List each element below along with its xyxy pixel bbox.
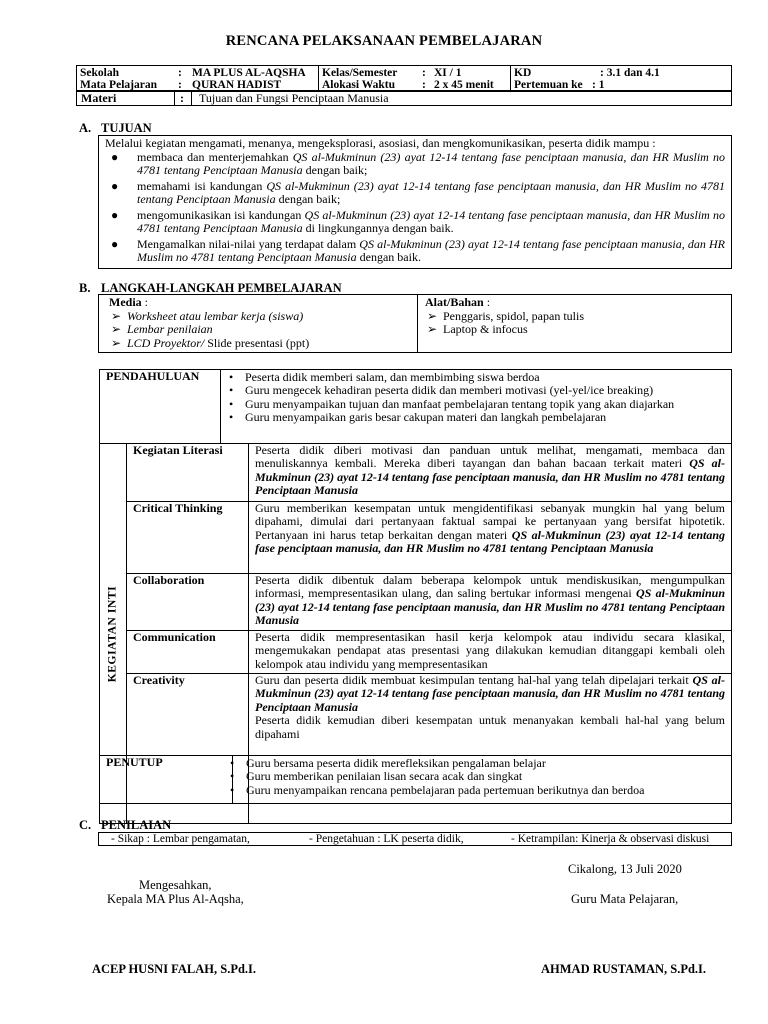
penutup-item-text: Guru menyampaikan rencana pembelajaran pada pertemuan berikutnya dan berdoa <box>246 782 645 797</box>
materi-colon: : <box>180 91 184 105</box>
pertemuan-label: Pertemuan ke <box>514 79 583 91</box>
media-colon: : <box>141 295 149 309</box>
media-item-text: Slide presentasi (ppt) <box>204 335 310 350</box>
tujuan-item <box>105 151 725 177</box>
tujuan-item-text: Mengamalkan nilai-nilai yang terdapat dalam <box>137 237 360 251</box>
tujuan-item-end: dengan baik; <box>275 192 341 206</box>
inti-row-bold-italic: QS al-Mukminun (23) ayat 12-14 tentang fase penciptaan manusia, dan HR Muslim no 4781 tentang Penciptaan Manusia <box>255 456 725 498</box>
pendahuluan-label: PENDAHULUAN <box>100 370 221 443</box>
bullet-icon: ● <box>111 237 119 251</box>
inti-row-text <box>249 574 731 628</box>
materi-label: Materi <box>81 91 117 105</box>
penutup-item <box>222 757 727 770</box>
bullet-icon: • <box>230 782 235 797</box>
bullet-icon: ● <box>111 208 119 222</box>
kelas-label: Kelas/Semester <box>322 67 398 79</box>
inti-row-label: Kegiatan Literasi <box>127 444 249 501</box>
media-column <box>103 295 315 351</box>
mapel-label: Mata Pelajaran <box>80 79 157 91</box>
pendahuluan-item-text: Guru mengecek kehadiran peserta didik dan memberi motivasi (yel-yel/ice breaking) <box>245 383 654 398</box>
penilaian-row <box>98 832 732 846</box>
arrow-bullet-icon: ➢ <box>111 335 122 350</box>
kepala-title: Kepala MA Plus Al-Aqsha, <box>107 892 244 906</box>
identity-cell-class <box>318 65 511 91</box>
arrow-bullet-icon: ➢ <box>111 322 122 336</box>
penilaian-keterampilan: - Ketrampilan: Kinerja & observasi diskusi <box>511 833 710 845</box>
tujuan-item-italic: QS al-Mukminun (23) ayat 12-14 tentang fase penciptaan manusia, dan HR Muslim no 4781 tentang Penciptaan Manusia <box>137 150 726 177</box>
pendahuluan-item <box>221 398 727 411</box>
materi-divider-left <box>174 91 175 106</box>
inti-row-bold-italic: QS al-Mukminun (23) ayat 12-14 tentang fase penciptaan manusia, dan HR Muslim no 4781 tentang Penciptaan Manusia <box>255 527 726 556</box>
mengesahkan-text: Mengesahkan, <box>139 878 212 892</box>
section-c-title: PENILAIAN <box>101 818 172 832</box>
alat-label: Alat/Bahan <box>425 295 484 309</box>
section-b-title: LANGKAH-LANGKAH PEMBELAJARAN <box>101 281 342 295</box>
bullet-icon: • <box>230 756 235 770</box>
sekolah-colon: : <box>178 67 182 79</box>
pendahuluan-list <box>221 370 731 425</box>
penutup-item-text: Guru memberikan penilaian lisan secara acak dan singkat <box>246 769 523 784</box>
alat-column <box>419 295 590 338</box>
pendahuluan-item <box>221 384 727 397</box>
media-item <box>109 323 309 337</box>
bullet-icon: • <box>229 396 234 411</box>
kepala-name: ACEP HUSNI FALAH, S.Pd.I. <box>92 962 257 976</box>
tujuan-item-text: membaca dan menterjemahkan <box>137 150 293 164</box>
alat-item <box>425 323 584 337</box>
penutup-item <box>222 784 727 797</box>
pendahuluan-item-text: Peserta didik memberi salam, dan membimbing siswa berdoa <box>245 370 540 384</box>
media-item-italic: LCD Proyektor/ <box>127 335 205 350</box>
bullet-icon: • <box>229 370 234 384</box>
penutup-row <box>99 755 732 804</box>
alokasi-colon: : <box>422 79 426 91</box>
section-a-letter: A. <box>79 121 92 135</box>
pendahuluan-item <box>221 371 727 384</box>
identity-cell-school <box>76 65 319 91</box>
document-title: RENCANA PELAKSANAAN PEMBELAJARAN <box>225 33 543 49</box>
inti-row-plain: Peserta didik diberi motivasi dan panduan untuk melihat, mengamati, membaca dan menuliskannya kembali. Mereka diberi tayangan dan bahan bacaan terkait materi <box>255 443 725 471</box>
media-item <box>109 337 309 351</box>
inti-row-plain: Peserta didik mempresentasikan hasil kerja kelompok atau individu secara klasikal, mengemukakan pendapat atas presentasi yang dilakukan kemudian ditanggapi kembali oleh kelompok atau individu yang mempresentasikan <box>255 630 725 671</box>
mapel-colon: : <box>178 79 182 91</box>
guru-title: Guru Mata Pelajaran, <box>571 892 679 906</box>
inti-row-label: Collaboration <box>127 574 249 630</box>
kd-value: : 3.1 dan 4.1 <box>600 67 660 79</box>
section-a-title: TUJUAN <box>101 121 152 135</box>
tujuan-item-italic: QS al-Mukminun (23) ayat 12-14 tentang fase penciptaan manusia, dan HR Muslim no 4781 tentang Penciptaan Manusia <box>137 208 725 235</box>
media-table <box>98 294 732 353</box>
section-c-heading <box>79 818 171 833</box>
inti-row-literasi <box>127 443 732 502</box>
materi-value: Tujuan dan Fungsi Penciptaan Manusia <box>199 91 389 105</box>
inti-row-label: Creativity <box>127 674 249 823</box>
bullet-icon: ● <box>111 179 119 193</box>
pendahuluan-item <box>221 411 727 424</box>
guru-name: AHMAD RUSTAMAN, S.Pd.I. <box>541 962 707 976</box>
alokasi-value: 2 x 45 menit <box>434 79 494 91</box>
arrow-bullet-icon: ➢ <box>427 308 438 323</box>
tujuan-item <box>105 238 725 264</box>
tujuan-item-end: di lingkungannya dengan baik. <box>302 221 454 235</box>
pendahuluan-item-text: Guru menyampaikan garis besar cakupan materi dan langkah pembelajaran <box>245 410 607 425</box>
inti-row-plain: Guru memberikan kesempatan untuk mengidentifikasi sebanyak mungkin hal yang belum dipahami, dimulai dari pertanyaan faktual sampai ke pertanyaan yang bersifat hipotetik. Pertanyaan ini harus tetap berkaitan dengan materi <box>255 501 725 542</box>
tujuan-item-text: memahami isi kandungan <box>137 179 267 193</box>
arrow-bullet-icon: ➢ <box>427 322 438 336</box>
kelas-colon: : <box>422 67 426 79</box>
tujuan-item-end: dengan baik; <box>302 163 368 177</box>
media-item <box>109 310 309 324</box>
pendahuluan-row <box>99 369 732 444</box>
bullet-icon: • <box>230 769 235 784</box>
penutup-label: PENUTUP <box>100 756 233 803</box>
penutup-list <box>222 756 731 797</box>
inti-row-plain: Peserta didik dibentuk dalam beberapa kelompok untuk mendiskusikan, mengumpulkan informasi, mempresentasikan ulang, dan saling bertukar informasi mengenai <box>255 573 725 601</box>
mapel-value: QURAN HADIST <box>192 79 282 91</box>
tujuan-list <box>105 151 725 264</box>
pendahuluan-item-text: Guru menyampaikan tujuan dan manfaat pembelajaran tentang topik yang akan diajarkan <box>245 396 675 411</box>
kegiatan-inti-label: KEGIATAN INTI <box>106 585 119 682</box>
alat-item <box>425 310 584 324</box>
inti-row-bold-italic: QS al-Mukminun (23) ayat 12-14 tentang fase penciptaan manusia, dan HR Muslim no 4781 tentang Penciptaan Manusia <box>255 673 726 714</box>
alat-colon: : <box>483 295 491 309</box>
sekolah-label: Sekolah <box>80 67 119 79</box>
bullet-icon: • <box>229 383 234 398</box>
penutup-item-text: Guru bersama peserta didik merefleksikan pengalaman belajar <box>246 756 546 770</box>
kd-label: KD <box>514 67 532 79</box>
penutup-item <box>222 770 727 783</box>
place-date: Cikalong, 13 Juli 2020 <box>568 862 682 876</box>
section-c-letter: C. <box>79 818 92 832</box>
section-b-letter: B. <box>79 281 91 295</box>
inti-row-critical-thinking <box>127 501 732 574</box>
tujuan-item <box>105 209 725 235</box>
media-item-italic: Worksheet atau lembar kerja (siswa) <box>127 308 304 323</box>
inti-row-plain: Guru dan peserta didik membuat kesimpulan tentang hal-hal yang telah dipelajari terkait <box>255 673 693 687</box>
inti-row-communication <box>127 630 732 674</box>
tujuan-item-end: dengan baik. <box>356 250 421 264</box>
inti-row-text <box>249 674 731 741</box>
tujuan-item-italic: QS al-Mukminun (23) ayat 12-14 tentang fase penciptaan manusia, dan HR Muslim no 4781 tentang Penciptaan Manusia <box>137 237 725 264</box>
tujuan-item-text: mengomunikasikan isi kandungan <box>137 208 305 222</box>
bullet-icon: ● <box>111 150 119 164</box>
inti-row-label: Critical Thinking <box>127 502 249 573</box>
materi-divider-right <box>191 91 192 106</box>
inti-row-text <box>249 444 731 498</box>
identity-cell-kd <box>510 65 732 91</box>
inti-row-followup: Peserta didik kemudian diberi kesempatan untuk menanyakan kembali hal-hal yang belum dipahami <box>255 713 725 741</box>
penilaian-pengetahuan: - Pengetahuan : LK peserta didik, <box>309 833 464 845</box>
tujuan-box <box>98 135 732 269</box>
tujuan-item-italic: QS al-Mukminun (23) ayat 12-14 tentang fase penciptaan manusia, dan HR Muslim no 4781 tentang Penciptaan Manusia <box>137 179 725 206</box>
tujuan-intro: Melalui kegiatan mengamati, menanya, mengeksplorasi, asosiasi, dan mengkomunikasikan, peserta didik mampu : <box>105 136 656 150</box>
materi-row <box>76 91 732 106</box>
inti-row-collaboration <box>127 573 732 631</box>
media-item-italic: Lembar penilaian <box>127 322 213 336</box>
arrow-bullet-icon: ➢ <box>111 308 122 323</box>
alat-item-text: Penggaris, spidol, papan tulis <box>443 308 584 323</box>
sekolah-value: MA PLUS AL-AQSHA <box>192 67 306 79</box>
alat-item-text: Laptop & infocus <box>443 322 528 336</box>
media-divider <box>417 295 418 352</box>
section-a-heading <box>79 121 152 136</box>
inti-row-bold-italic: QS al-Mukminun (23) ayat 12-14 tentang fase penciptaan manusia, dan HR Muslim no 4781 tentang Penciptaan Manusia <box>255 586 726 628</box>
tujuan-item <box>105 180 725 206</box>
media-label: Media <box>109 295 142 309</box>
pertemuan-value: : 1 <box>592 79 605 91</box>
bullet-icon: • <box>229 410 234 425</box>
alokasi-label: Alokasi Waktu <box>322 79 395 91</box>
penilaian-sikap: - Sikap : Lembar pengamatan, <box>111 833 250 845</box>
inti-row-text <box>249 502 731 556</box>
inti-row-text <box>249 631 731 671</box>
kelas-value: XI / 1 <box>434 67 462 79</box>
inti-row-label: Communication <box>127 631 249 673</box>
